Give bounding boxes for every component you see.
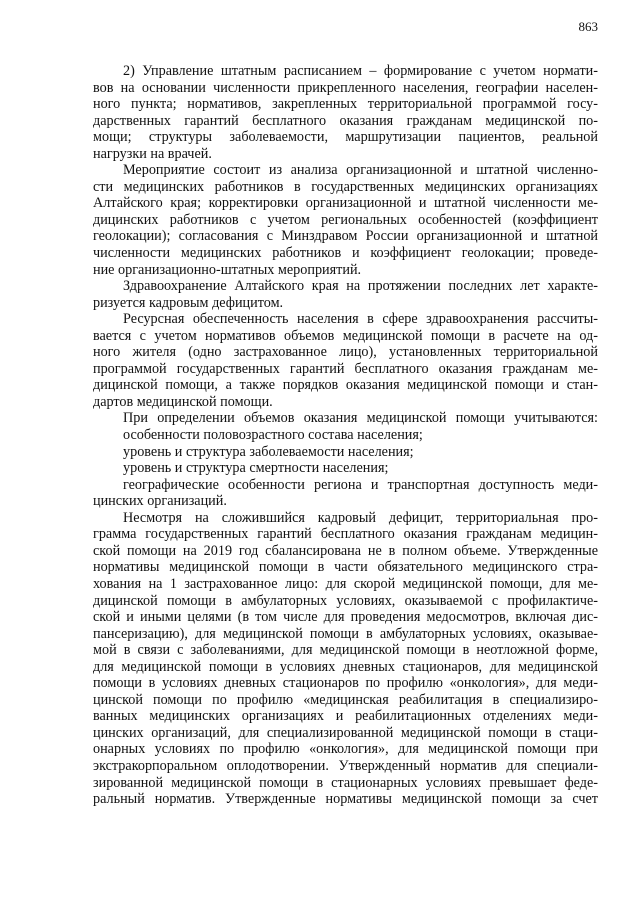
text-line: мой в связи с заболеваниями, для медицинской помощи в неотложной форме, [93,642,598,659]
text-line: помощи в условиях дневных стационаров по профилю «онкология», для меди- [93,675,598,692]
text-line: грамма государственных гарантий бесплатного оказания гражданам медицин- [93,526,598,543]
text-line: ние организационно-штатных мероприятий. [93,261,362,278]
text-line: зированной медицинской помощи в стационарных условиях превышает феде- [93,774,598,791]
text-line: геолокации); согласования с Минздравом России организационной и штатной [93,228,598,245]
text-line: программой государственных гарантий бесплатного оказания гражданам ме- [93,360,598,377]
page-number: 863 [578,19,598,34]
text-line: уровень и структура смертности населения; [123,460,389,477]
text-line: дартов медицинской помощи. [93,393,273,410]
text-line: 2) Управление штатным расписанием – формирование с учетом нормати- [123,63,598,79]
text-line: для медицинской помощи в условиях дневных стационаров, для медицинской [93,658,598,675]
text-line: экстракорпоральном оплодотворении. Утвержденный норматив для специали- [93,757,598,774]
text-line: ской и иными целями (в том числе для проведения медосмотров, включая дис- [93,609,598,626]
text-line: вов на основании численности прикрепленного населения, географии населен- [93,79,598,96]
text-line: Мероприятие состоит из анализа организационной и штатной численно- [123,162,598,179]
text-line: хования на 1 застрахованное лицо: для скорой медицинской помощи, для ме- [93,575,598,592]
text-line: дицинской помощи, а также порядков оказания медицинской помощи и стан- [93,377,598,394]
text-line: вается с учетом нормативов объемов медицинской помощи в расчете на од- [93,327,598,344]
text-line: ральный норматив. Утвержденные нормативы медицинской помощи за счет [93,791,598,808]
text-line: ской помощи на 2019 год сбалансирована не в полном объеме. Утвержденные [93,542,598,559]
text-line: Алтайского края; корректировки организационной и штатной численности ме- [93,195,598,212]
text-line: численности медицинских работников и коэффициент геолокации; проведе- [93,245,598,262]
text-line: мощи; структуры заболеваемости, маршрутизации пациентов, реальной [93,129,598,146]
text-line: уровень и структура заболеваемости населения; [123,443,414,460]
text-line: особенности половозрастного состава населения; [123,427,423,444]
text-line: ризуется кадровым дефицитом. [93,294,284,311]
text-line: цинской помощи по профилю «медицинская реабилитация в специализиро- [93,691,598,708]
text-line: цинских организаций. [93,493,227,510]
text-line: нормативы медицинской помощи в части обязательного медицинского стра- [93,559,598,576]
text-line: дарственных гарантий бесплатного оказания гражданам медицинской по- [93,112,598,129]
text-line: нагрузки на врачей. [93,145,212,162]
body-text [93,63,598,808]
text-line: При определении объемов оказания медицинской помощи учитываются: [123,410,598,427]
text-line: сти медицинских работников в государственных медицинских организациях [93,178,598,195]
text-line: цинских организаций, для специализированной медицинской помощи в стаци- [93,724,598,741]
text-line: географические особенности региона и транспортная доступность меди- [123,476,598,493]
text-line: пансеризацию), для медицинской помощи в амбулаторных условиях, оказывае- [93,625,598,642]
text-line: ного пункта; нормативов, закрепленных территориальной программой госу- [93,96,598,113]
text-line: дицинской помощи в амбулаторных условиях, оказываемой с профилактиче- [93,592,598,609]
text-line: ного жителя (одно застрахованное лицо), установленных территориальной [93,344,598,361]
text-line: Несмотря на сложившийся кадровый дефицит, территориальная про- [123,509,598,526]
text-line: Ресурсная обеспеченность населения в сфере здравоохранения рассчиты- [123,311,598,328]
text-line: онарных условиях по профилю «онкология», для медицинской помощи при [93,741,598,758]
text-line: Здравоохранение Алтайского края на протяжении последних лет характе- [123,278,598,295]
text-line: ванных медицинских организациях и реабилитационных отделениях меди- [93,708,598,725]
text-line: дицинских работников с учетом региональных особенностей (коэффициент [93,211,598,228]
